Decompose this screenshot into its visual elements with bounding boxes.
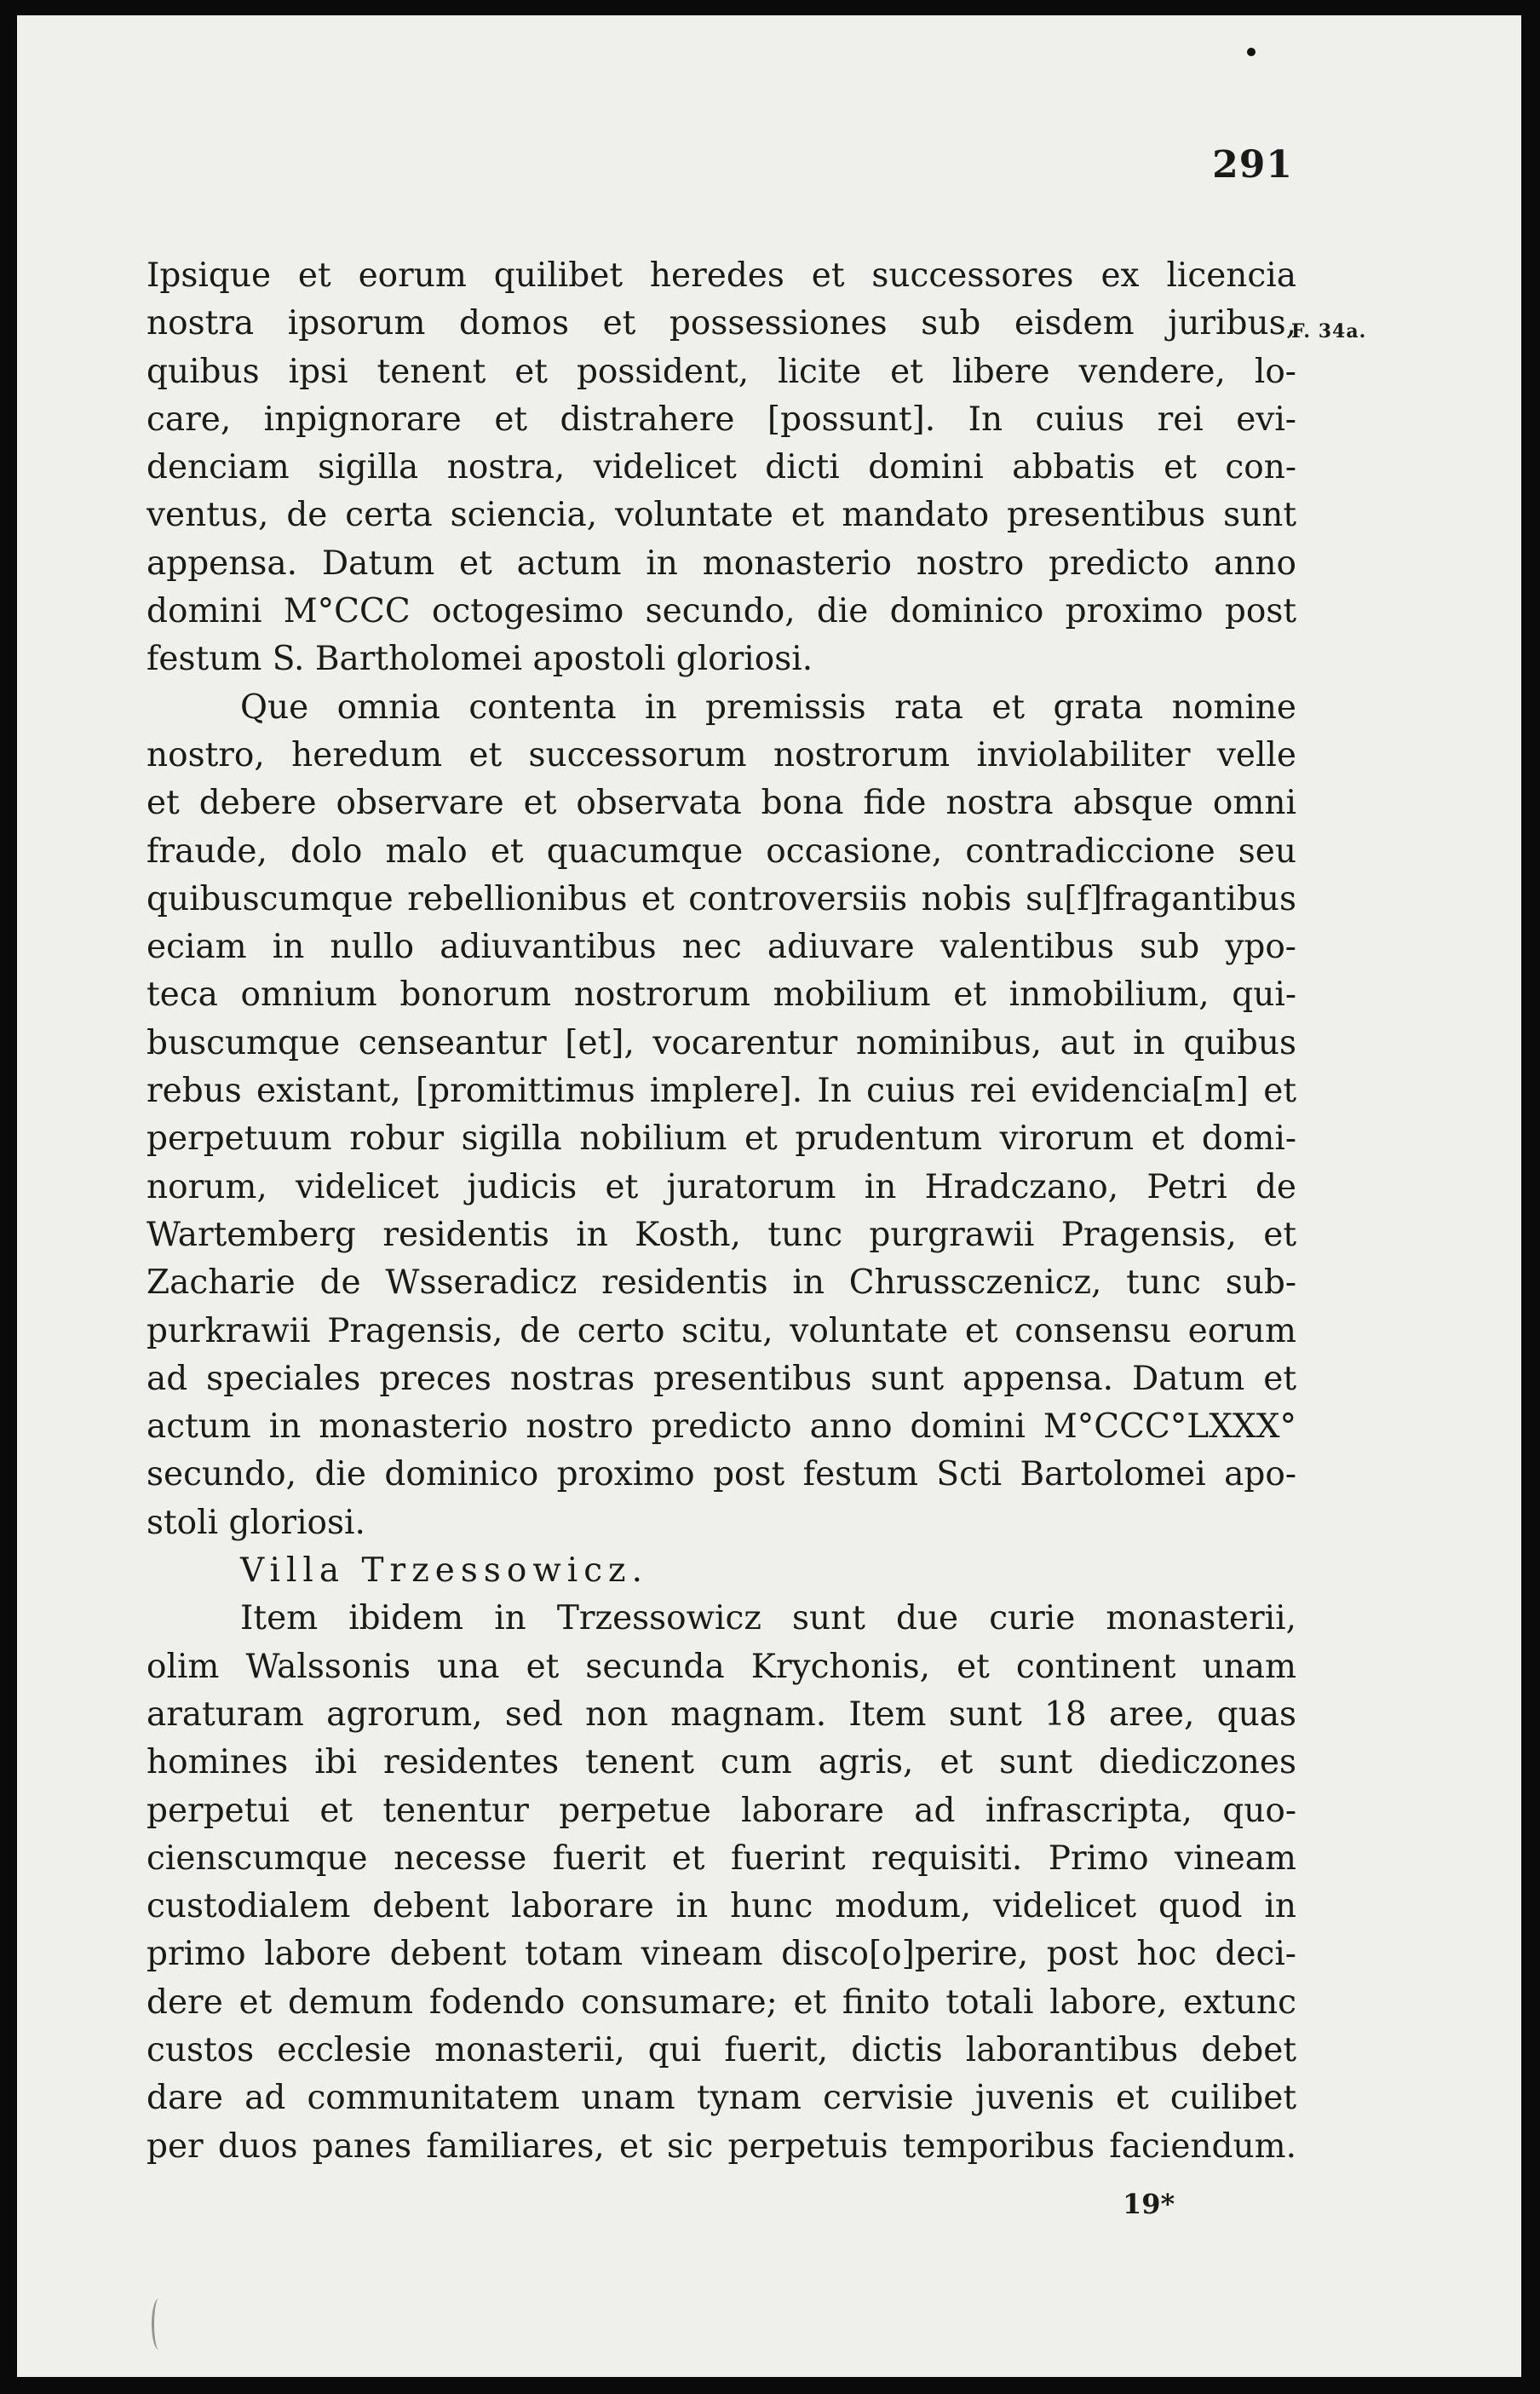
text-line: care, inpignorare et distrahere [possunt]. In cuius rei evi- bbox=[147, 400, 1296, 439]
text-line: rebus existant, [promittimus implere]. In cuius rei evidencia[m] et bbox=[147, 1072, 1296, 1111]
text-line: custos ecclesie monasterii, qui fuerit, dictis laborantibus debet bbox=[147, 2030, 1296, 2069]
text-line: buscumque censeantur [et], vocarentur nominibus, aut in quibus bbox=[147, 1023, 1296, 1062]
text-line: teca omnium bonorum nostrorum mobilium et inmobilium, qui- bbox=[147, 975, 1296, 1015]
text-line: purkrawii Pragensis, de certo scitu, voluntate et consensu eorum bbox=[147, 1311, 1296, 1350]
text-line: nostro, heredum et successorum nostrorum inviolabiliter velle bbox=[147, 735, 1296, 774]
text-line: primo labore debent totam vineam disco[o]perire, post hoc deci- bbox=[147, 1935, 1296, 1974]
text-line: stoli gloriosi. bbox=[147, 1503, 365, 1542]
section-heading: Villa Trzessowicz. bbox=[240, 1551, 648, 1591]
body-text bbox=[147, 252, 1296, 2171]
text-line: per duos panes familiares, et sic perpetuis temporibus faciendum. bbox=[147, 2126, 1296, 2166]
text-line: nostra ipsorum domos et possessiones sub eisdem juribus, bbox=[147, 304, 1296, 343]
margin-folio-note: F. 34a. bbox=[1291, 320, 1367, 342]
text-line: quibus ipsi tenent et possident, licite et libere vendere, lo- bbox=[147, 352, 1296, 391]
text-line: eciam in nullo adiuvantibus nec adiuvare valentibus sub ypo- bbox=[147, 928, 1296, 967]
paragraph-2 bbox=[147, 684, 1296, 1547]
text-line: perpetui et tenentur perpetue laborare ad infrascripta, quo- bbox=[147, 1791, 1296, 1830]
text-line: denciam sigilla nostra, videlicet dicti domini abbatis et con- bbox=[147, 448, 1296, 487]
text-line: norum, videlicet judicis et juratorum in Hradczano, Petri de bbox=[147, 1167, 1296, 1206]
text-line: dere et demum fodendo consumare; et finito totali labore, extunc bbox=[147, 1983, 1296, 2022]
text-line: araturam agrorum, sed non magnam. Item sunt 18 aree, quas bbox=[147, 1695, 1296, 1734]
text-line: actum in monasterio nostro predicto anno domini M°CCC°LXXX° bbox=[147, 1407, 1296, 1447]
text-line: quibuscumque rebellionibus et controversiis nobis su[f]fragantibus bbox=[147, 879, 1296, 918]
text-line: festum S. Bartholomei apostoli gloriosi. bbox=[147, 640, 813, 679]
text-line: fraude, dolo malo et quacumque occasione, contradiccione seu bbox=[147, 832, 1296, 871]
text-line: ad speciales preces nostras presentibus sunt appensa. Datum et bbox=[147, 1359, 1296, 1398]
text-line: Zacharie de Wsseradicz residentis in Chrussczenicz, tunc sub- bbox=[147, 1263, 1296, 1303]
text-line: secundo, die dominico proximo post festum Scti Bartolomei apo- bbox=[147, 1455, 1296, 1494]
paragraph-3 bbox=[147, 1595, 1296, 2171]
book-page bbox=[17, 15, 1521, 2377]
text-line: Wartemberg residentis in Kosth, tunc purgrawii Pragensis, et bbox=[147, 1215, 1296, 1254]
text-line: Que omnia contenta in premissis rata et grata nomine bbox=[240, 688, 1296, 727]
ink-speck bbox=[1247, 48, 1256, 56]
text-line: cienscumque necesse fuerit et fuerint requisiti. Primo vineam bbox=[147, 1839, 1296, 1878]
text-line: appensa. Datum et actum in monasterio nostro predicto anno bbox=[147, 544, 1296, 583]
page-number: 291 bbox=[1212, 143, 1293, 187]
text-line: olim Walssonis una et secunda Krychonis, et continent unam bbox=[147, 1647, 1296, 1686]
signature-mark: 19* bbox=[1123, 2188, 1175, 2220]
text-line: domini M°CCC octogesimo secundo, die dominico proximo post bbox=[147, 592, 1296, 631]
text-line: custodialem debent laborare in hunc modum, videlicet quod in bbox=[147, 1887, 1296, 1926]
text-line: Ipsique et eorum quilibet heredes et successores ex licencia bbox=[147, 256, 1296, 295]
text-line: Item ibidem in Trzessowicz sunt due curie monasterii, bbox=[240, 1599, 1296, 1638]
text-line: perpetuum robur sigilla nobilium et prudentum virorum et domi- bbox=[147, 1119, 1296, 1159]
text-line: et debere observare et observata bona fide nostra absque omni bbox=[147, 784, 1296, 823]
text-line: dare ad communitatem unam tynam cervisie juvenis et cuilibet bbox=[147, 2079, 1296, 2118]
text-line: ventus, de certa sciencia, voluntate et mandato presentibus sunt bbox=[147, 496, 1296, 535]
paragraph-1 bbox=[147, 252, 1296, 684]
paper-crease bbox=[152, 2299, 166, 2350]
text-line: homines ibi residentes tenent cum agris, et sunt diediczones bbox=[147, 1743, 1296, 1782]
